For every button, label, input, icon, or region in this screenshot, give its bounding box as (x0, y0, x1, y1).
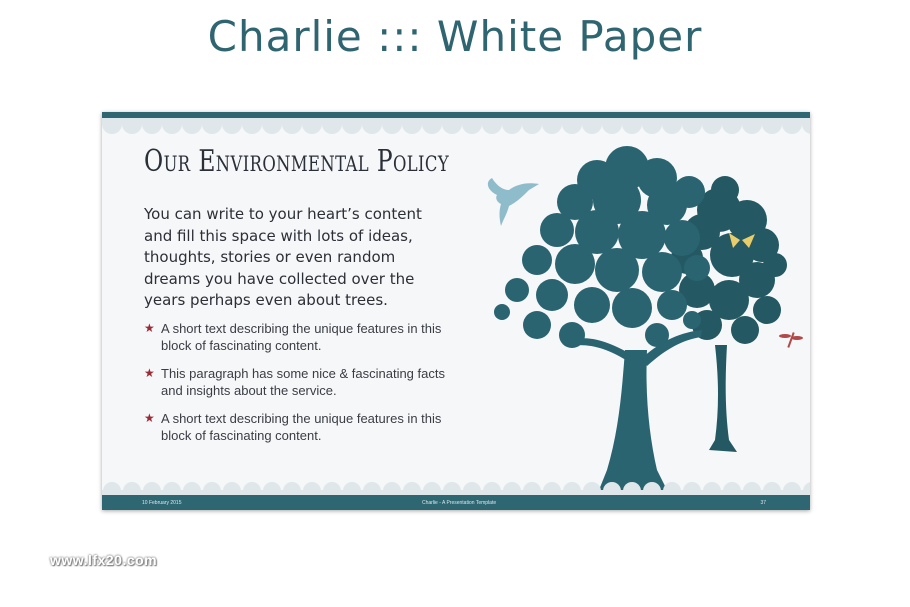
dragonfly-icon (779, 332, 803, 348)
bird-icon (488, 178, 539, 226)
star-bullet-icon: ★ (144, 366, 155, 380)
footer-date: 10 February 2015 (142, 500, 182, 506)
list-item (144, 410, 464, 444)
slide (102, 112, 810, 510)
footer-page-number: 37 (760, 500, 766, 506)
bullet-list (144, 320, 464, 455)
top-scallop-border (102, 118, 810, 134)
page-title: Charlie ::: White Paper (207, 12, 703, 61)
list-item (144, 320, 464, 354)
slide-footer (102, 495, 810, 510)
bullet-text: This paragraph has some nice & fascinating facts and insights about the service. (161, 366, 445, 398)
list-item (144, 365, 464, 399)
watermark: www.lfx20.com (50, 552, 158, 568)
star-bullet-icon: ★ (144, 411, 155, 425)
intro-paragraph: You can write to your heart’s content and fill this space with lots of ideas, thoughts, stories or even random dreams you have collected over the years perhaps even about trees. (144, 205, 422, 309)
star-bullet-icon: ★ (144, 321, 155, 335)
bullet-text: A short text describing the unique features in this block of fascinating content. (161, 321, 442, 353)
footer-title: Charlie - A Presentation Template (422, 500, 497, 506)
tree-illustration (457, 140, 810, 500)
slide-title: Our Environmental Policy (144, 144, 450, 179)
bullet-text: A short text describing the unique features in this block of fascinating content. (161, 411, 442, 443)
tree-icon (494, 146, 710, 500)
